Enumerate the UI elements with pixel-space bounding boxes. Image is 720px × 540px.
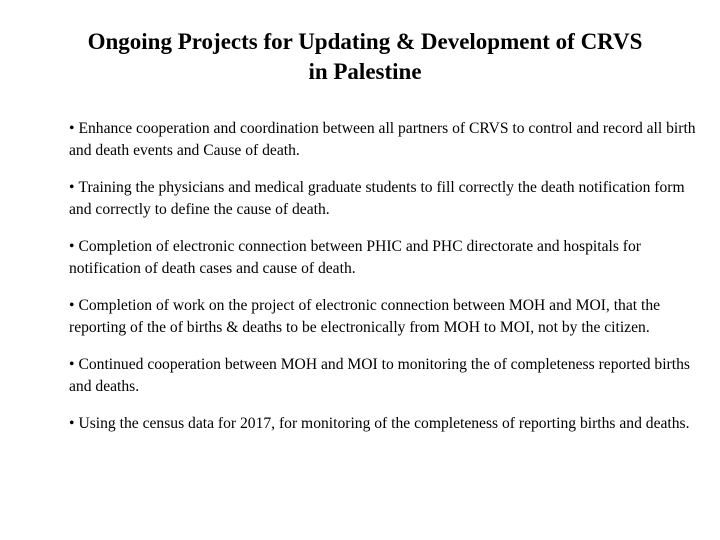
bullet-text: Completion of electronic connection between PHIC and PHC directorate and hospitals for notification of death cases and cause of death. xyxy=(69,238,641,277)
bullet-marker: • xyxy=(69,415,75,432)
bullet-marker: • xyxy=(69,238,75,255)
bullet-marker: • xyxy=(69,179,75,196)
bullet-item xyxy=(69,236,709,280)
bullet-text: Continued cooperation between MOH and MOI to monitoring the of completeness reported births and deaths. xyxy=(69,356,690,395)
bullet-text: Training the physicians and medical graduate students to fill correctly the death notification form and correctly to define the cause of death. xyxy=(69,179,685,218)
bullet-text: Using the census data for 2017, for monitoring of the completeness of reporting births and deaths. xyxy=(78,415,690,432)
bullet-item xyxy=(69,295,709,339)
bullet-list xyxy=(69,118,709,435)
bullet-marker: • xyxy=(69,297,75,314)
bullet-item xyxy=(69,177,709,221)
slide-title-line-1: Ongoing Projects for Updating & Development of CRVS xyxy=(87,29,643,54)
bullet-text: Enhance cooperation and coordination between all partners of CRVS to control and record all birth and death events and Cause of death. xyxy=(69,120,696,159)
bullet-item xyxy=(69,118,709,162)
bullet-text: Completion of work on the project of electronic connection between MOH and MOI, that the reporting of the of births & deaths to be electronically from MOH to MOI, not by the citizen. xyxy=(69,297,661,336)
bullet-marker: • xyxy=(69,120,75,137)
bullet-marker: • xyxy=(69,356,75,373)
slide-title xyxy=(40,27,690,87)
slide-title-line-2: in Palestine xyxy=(308,59,422,84)
bullet-item xyxy=(69,354,709,398)
bullet-item xyxy=(69,413,709,435)
